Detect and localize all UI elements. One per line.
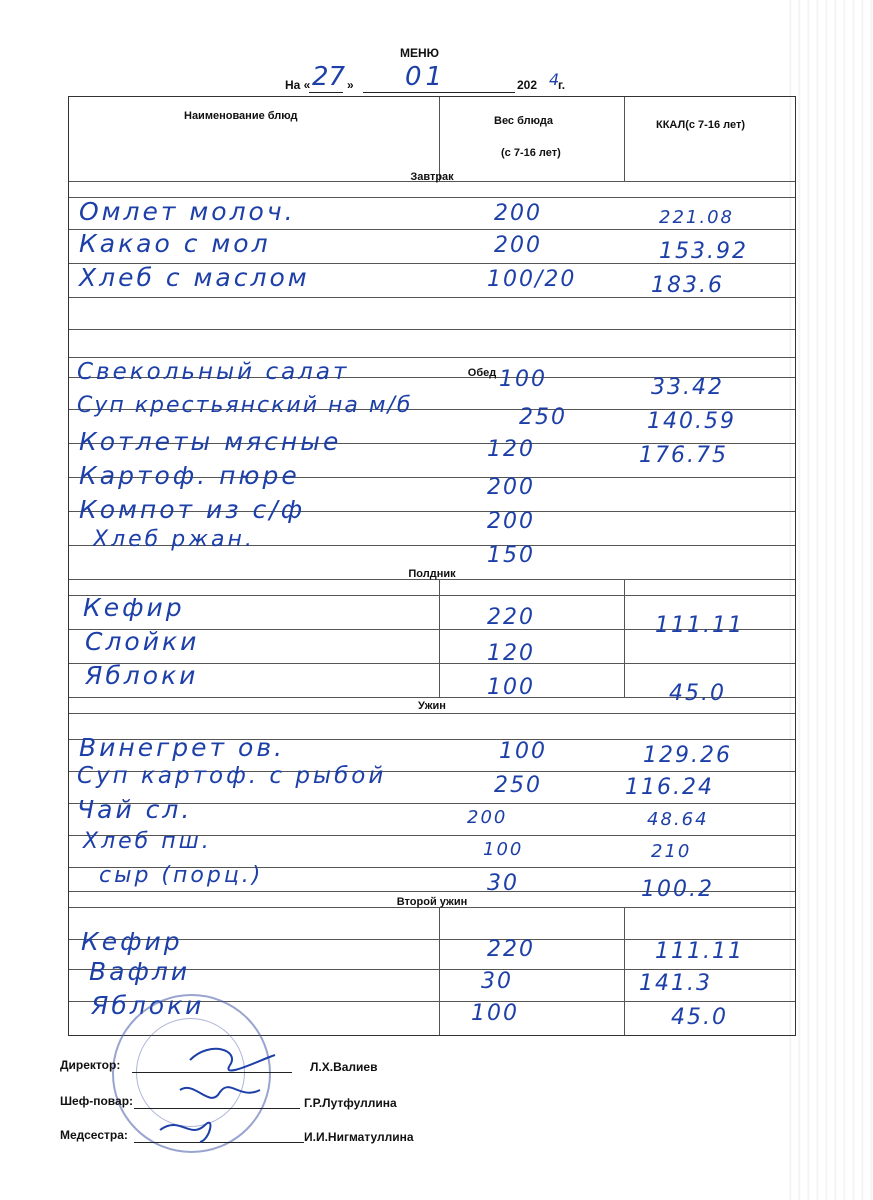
dish-kcal: 111.11 [655, 939, 744, 964]
chef-signature-stroke [180, 1087, 260, 1098]
dish-name: сыр (порц.) [99, 863, 264, 888]
date-sep: » [347, 78, 354, 92]
date-day: 27 [312, 62, 346, 92]
dish-weight: 250 [494, 773, 542, 798]
handwritten-signatures [150, 1030, 290, 1150]
dish-name: Яблоки [85, 661, 199, 690]
col-header-weight: Вес блюда [494, 115, 553, 127]
date-month: 01 [405, 62, 447, 92]
dish-name: Слойки [85, 627, 200, 656]
section-dinner: Ужин [418, 700, 446, 712]
col-header-kcal: ККАЛ(с 7-16 лет) [656, 119, 745, 131]
dish-weight: 100 [483, 839, 524, 860]
col-divider-2c [624, 907, 625, 1035]
dish-weight: 200 [487, 509, 535, 534]
dish-name: Винегрет ов. [79, 733, 285, 762]
dish-weight: 100 [487, 675, 535, 700]
chef-name: Г.Р.Лутфуллина [304, 1096, 397, 1110]
dish-name: Суп крестьянский на м/б [77, 393, 413, 418]
dish-kcal: 140.59 [647, 409, 736, 434]
dish-kcal: 129.26 [643, 743, 732, 768]
section-breakfast: Завтрак [410, 171, 454, 183]
dish-kcal: 111.11 [655, 613, 744, 638]
dish-kcal: 176.75 [639, 443, 728, 468]
col-divider-1a [439, 97, 440, 181]
dish-weight: 100/20 [487, 267, 577, 292]
dish-name: Картоф. пюре [79, 461, 300, 490]
nurse-name: И.И.Нигматуллина [304, 1130, 414, 1144]
date-line [285, 62, 595, 98]
year-digit: 4 [549, 70, 560, 89]
dish-name: Компот из с/ф [79, 495, 306, 524]
dish-kcal: 116.24 [625, 775, 714, 800]
dish-name: Свекольный салат [77, 359, 350, 385]
dish-weight: 200 [494, 201, 542, 226]
col-header-weight-age: (с 7-16 лет) [501, 147, 561, 159]
dish-weight: 200 [494, 233, 542, 258]
dish-kcal: 100.2 [641, 877, 714, 902]
section-second-dinner: Второй ужин [396, 896, 468, 908]
row-rule [69, 357, 795, 358]
dish-weight: 120 [487, 437, 535, 462]
director-name: Л.Х.Валиев [310, 1060, 378, 1074]
nurse-signature-stroke [160, 1123, 210, 1142]
dish-name: Яблоки [91, 991, 205, 1020]
dish-kcal: 141.3 [639, 971, 712, 996]
dish-name: Суп картоф. с рыбой [77, 763, 387, 789]
dish-weight: 120 [487, 641, 535, 666]
dish-weight: 200 [467, 807, 508, 828]
col-header-name: Наименование блюд [184, 110, 298, 122]
dish-name: Чай сл. [77, 795, 193, 824]
dish-weight: 100 [471, 1001, 519, 1026]
dish-kcal: 221.08 [659, 207, 734, 228]
dish-kcal: 183.6 [651, 273, 724, 298]
director-label: Директор: [60, 1058, 121, 1072]
dish-kcal: 33.42 [651, 375, 724, 400]
director-signature-stroke [190, 1049, 275, 1071]
dish-kcal: 48.64 [647, 809, 709, 830]
section-snack: Полдник [408, 568, 456, 580]
col-divider-2a [624, 97, 625, 181]
dish-weight: 30 [487, 871, 519, 896]
dish-weight: 220 [487, 937, 535, 962]
dish-weight: 100 [499, 739, 547, 764]
col-divider-2b [624, 579, 625, 697]
row-rule [69, 713, 795, 714]
year-suffix: г. [558, 78, 566, 92]
dish-name: Хлеб пш. [83, 829, 212, 854]
col-divider-1b [439, 579, 440, 697]
nurse-label: Медсестра: [60, 1128, 128, 1142]
dish-name: Кефир [83, 593, 185, 622]
page-title: МЕНЮ [400, 46, 440, 60]
section-lunch: Обед [467, 367, 497, 379]
dish-name: Омлет молоч. [79, 197, 296, 226]
dish-name: Котлеты мясные [79, 427, 342, 456]
dish-kcal: 45.0 [669, 681, 726, 706]
date-prefix: На « [285, 78, 311, 92]
row-rule [69, 329, 795, 330]
dish-name: Хлеб с маслом [79, 263, 310, 292]
dish-weight: 220 [487, 605, 535, 630]
scan-edge-artifact [783, 0, 873, 1200]
menu-table [68, 96, 796, 1036]
dish-kcal: 45.0 [671, 1005, 728, 1030]
dish-weight: 30 [481, 969, 513, 994]
dish-kcal: 210 [651, 841, 692, 862]
chef-label: Шеф-повар: [60, 1094, 134, 1108]
col-divider-1c [439, 907, 440, 1035]
dish-weight: 100 [499, 367, 547, 392]
year-prefix: 202 [517, 78, 538, 92]
dish-kcal: 153.92 [659, 239, 748, 264]
dish-weight: 150 [487, 543, 535, 568]
dish-name: Хлеб ржан. [93, 527, 255, 552]
dish-name: Кефир [81, 927, 183, 956]
dish-weight: 200 [487, 475, 535, 500]
dish-name: Какао с мол [79, 229, 271, 258]
dish-weight: 250 [519, 405, 567, 430]
dish-name: Вафли [89, 957, 191, 986]
